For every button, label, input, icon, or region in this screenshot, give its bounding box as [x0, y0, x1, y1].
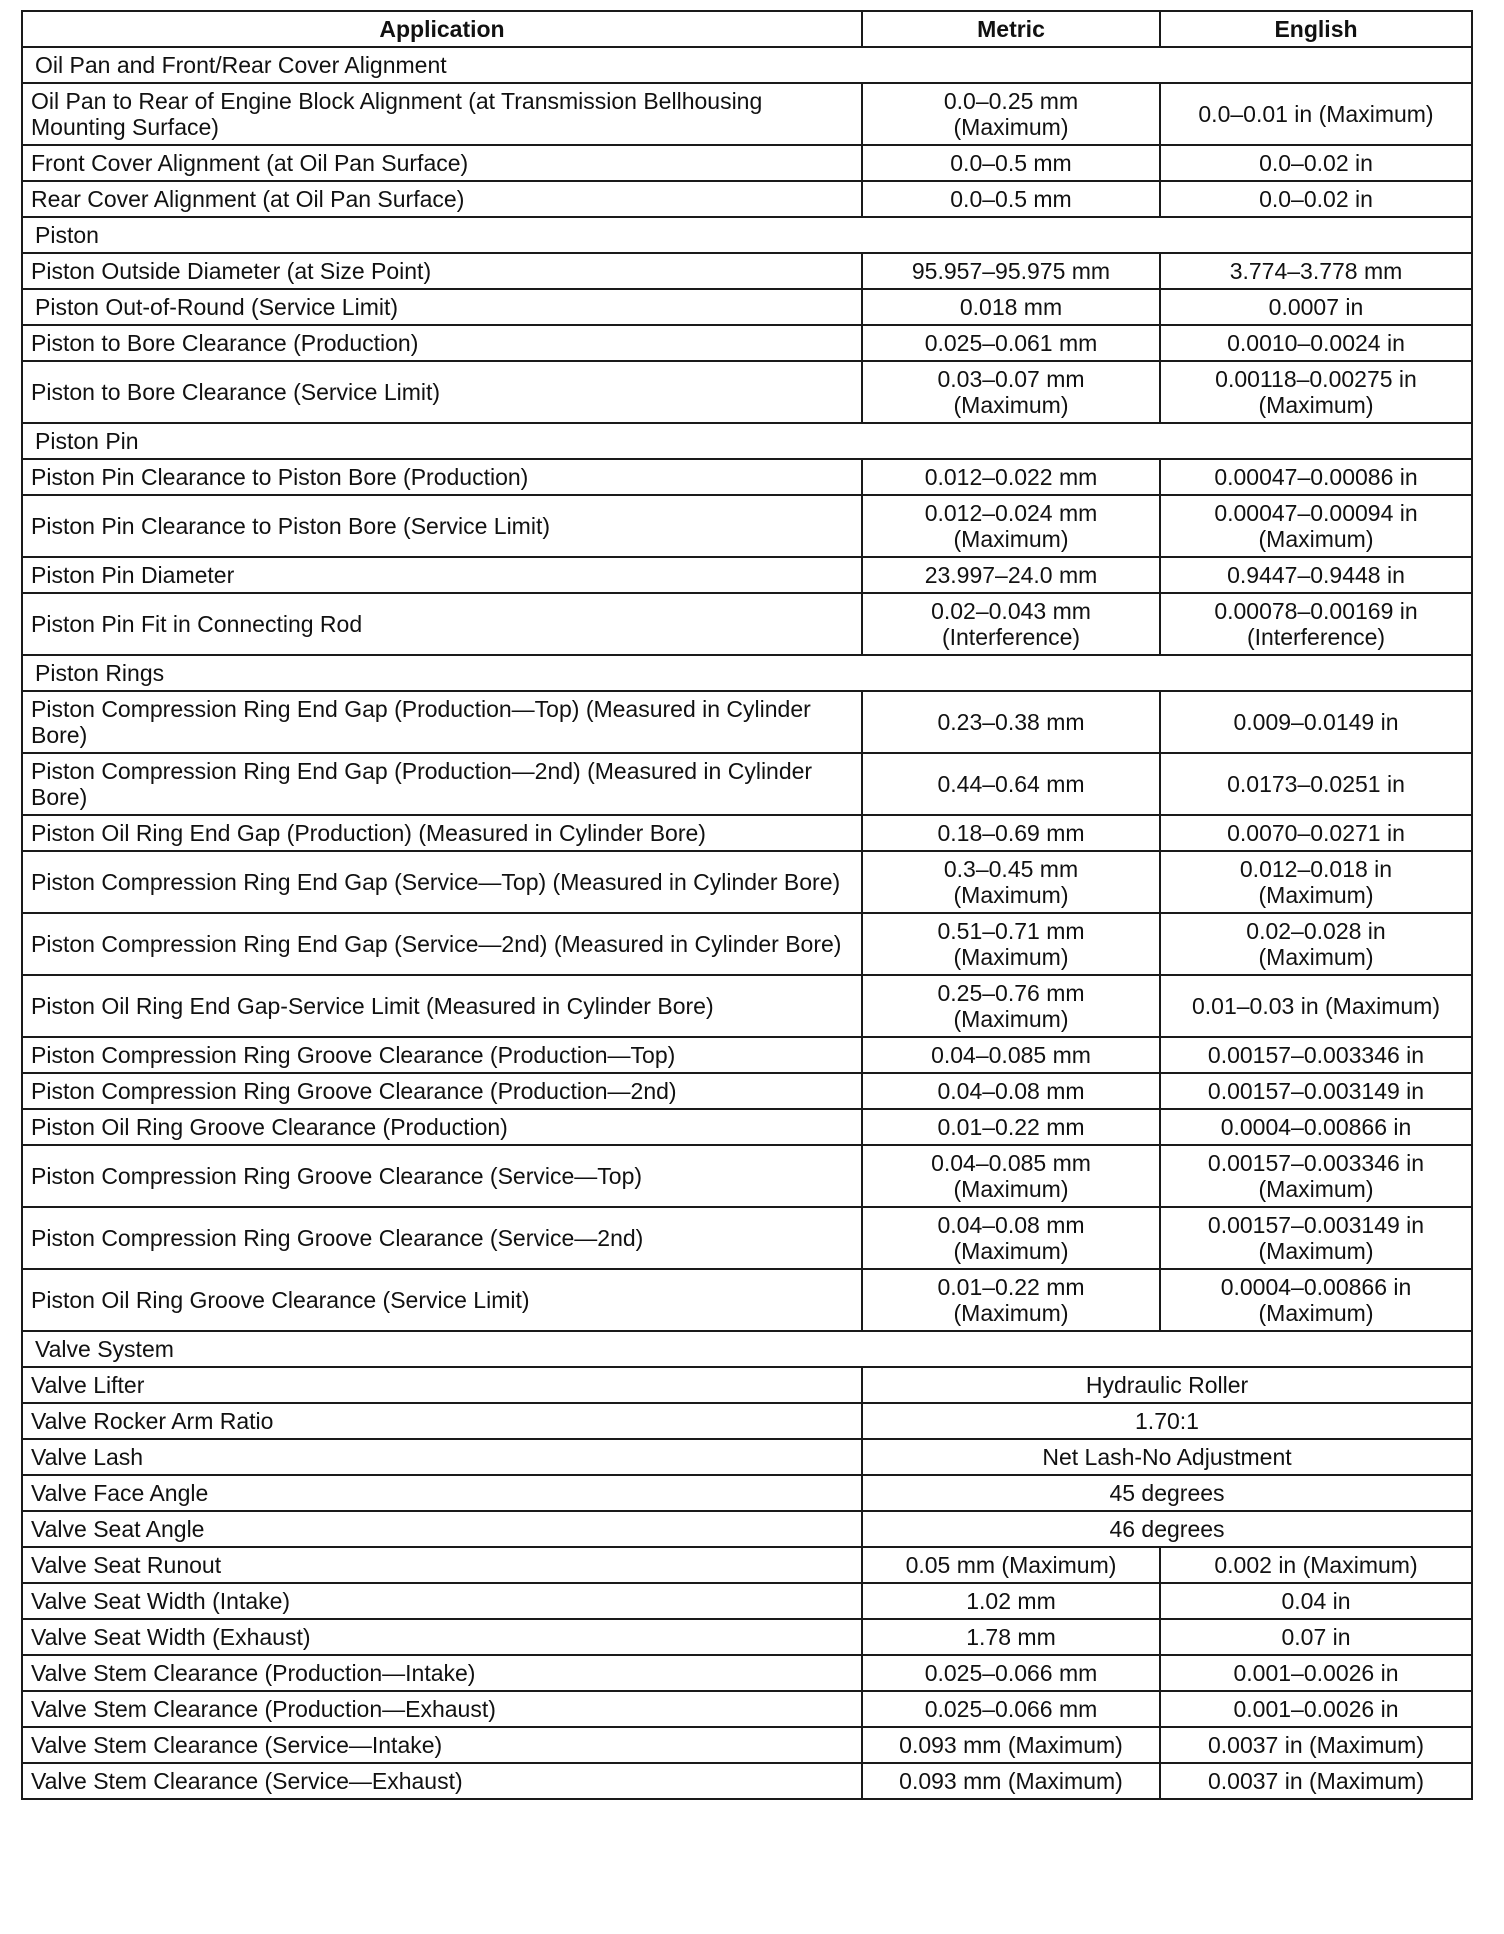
english-value-line: 0.00157–0.003346 in — [1207, 1042, 1425, 1068]
english-value-line: (Maximum) — [1258, 1176, 1374, 1202]
english-value-line: 0.0004–0.00866 in — [1220, 1114, 1412, 1140]
application-cell: Piston Pin Diameter — [22, 557, 862, 593]
specifications-body — [22, 47, 1472, 1799]
metric-cell — [862, 593, 1160, 655]
metric-value-line: (Maximum) — [953, 882, 1069, 908]
section-title: Piston — [22, 217, 1472, 253]
english-value-line: (Maximum) — [1258, 882, 1374, 908]
application-cell: Piston Compression Ring Groove Clearance (Production—Top) — [22, 1037, 862, 1073]
application-cell: Piston Oil Ring End Gap (Production) (Measured in Cylinder Bore) — [22, 815, 862, 851]
metric-value-line: 0.04–0.08 mm — [937, 1078, 1085, 1104]
specifications-table — [21, 10, 1473, 1800]
application-cell: Piston Compression Ring End Gap (Production—2nd) (Measured in Cylinder Bore) — [22, 753, 862, 815]
metric-cell — [862, 1547, 1160, 1583]
application-cell: Valve Seat Angle — [22, 1511, 862, 1547]
english-cell — [1160, 975, 1472, 1037]
table-row — [22, 1145, 1472, 1207]
table-row — [22, 753, 1472, 815]
english-cell — [1160, 753, 1472, 815]
application-cell: Valve Face Angle — [22, 1475, 862, 1511]
application-cell: Piston Pin Clearance to Piston Bore (Production) — [22, 459, 862, 495]
header-application: Application — [22, 11, 862, 47]
metric-cell — [862, 851, 1160, 913]
table-row — [22, 691, 1472, 753]
application-cell: Piston Compression Ring End Gap (Production—Top) (Measured in Cylinder Bore) — [22, 691, 862, 753]
english-value-line: 0.00047–0.00086 in — [1214, 464, 1418, 490]
table-row — [22, 1583, 1472, 1619]
table-row — [22, 815, 1472, 851]
header-metric: Metric — [862, 11, 1160, 47]
table-row — [22, 325, 1472, 361]
metric-cell — [862, 181, 1160, 217]
english-value-line: 0.001–0.0026 in — [1233, 1696, 1399, 1722]
table-row — [22, 1403, 1472, 1439]
combined-value-cell: 46 degrees — [862, 1511, 1472, 1547]
application-cell: Piston Oil Ring Groove Clearance (Production) — [22, 1109, 862, 1145]
combined-value-cell: Net Lash-No Adjustment — [862, 1439, 1472, 1475]
application-cell: Valve Seat Width (Intake) — [22, 1583, 862, 1619]
metric-value-line: 0.01–0.22 mm — [937, 1114, 1085, 1140]
table-row — [22, 1367, 1472, 1403]
english-cell — [1160, 253, 1472, 289]
application-cell: Piston Compression Ring End Gap (Service—2nd) (Measured in Cylinder Bore) — [22, 913, 862, 975]
application-cell: Piston Oil Ring Groove Clearance (Service Limit) — [22, 1269, 862, 1331]
combined-value-cell: Hydraulic Roller — [862, 1367, 1472, 1403]
english-cell — [1160, 495, 1472, 557]
metric-value-line: 0.093 mm (Maximum) — [899, 1732, 1123, 1758]
english-value-line: (Maximum) — [1258, 1238, 1374, 1264]
metric-cell — [862, 975, 1160, 1037]
metric-cell — [862, 83, 1160, 145]
english-cell — [1160, 1619, 1472, 1655]
table-row — [22, 83, 1472, 145]
english-value-line: 0.0007 in — [1268, 294, 1364, 320]
english-value-line: 0.02–0.028 in — [1246, 918, 1386, 944]
english-value-line: 0.0037 in (Maximum) — [1207, 1768, 1425, 1794]
table-row — [22, 1727, 1472, 1763]
english-cell — [1160, 1763, 1472, 1799]
application-cell: Piston Pin Clearance to Piston Bore (Service Limit) — [22, 495, 862, 557]
metric-cell — [862, 145, 1160, 181]
english-value-line: 0.0–0.01 in (Maximum) — [1198, 101, 1434, 127]
metric-cell — [862, 1655, 1160, 1691]
table-row — [22, 361, 1472, 423]
table-row — [22, 1511, 1472, 1547]
english-value-line: (Maximum) — [1258, 392, 1374, 418]
application-cell: Piston Compression Ring End Gap (Service—Top) (Measured in Cylinder Bore) — [22, 851, 862, 913]
english-value-line: 0.00047–0.00094 in — [1214, 500, 1418, 526]
english-value-line: 0.001–0.0026 in — [1233, 1660, 1399, 1686]
english-value-line: 0.0004–0.00866 in — [1220, 1274, 1412, 1300]
section-header-row — [22, 1331, 1472, 1367]
table-row — [22, 1109, 1472, 1145]
application-cell: Valve Stem Clearance (Production—Exhaust) — [22, 1691, 862, 1727]
metric-cell — [862, 1207, 1160, 1269]
english-cell — [1160, 1727, 1472, 1763]
metric-value-line: 23.997–24.0 mm — [924, 562, 1098, 588]
english-cell — [1160, 289, 1472, 325]
section-header-row — [22, 423, 1472, 459]
english-cell — [1160, 1691, 1472, 1727]
english-value-line: 0.0–0.02 in — [1259, 186, 1373, 212]
metric-value-line: 0.025–0.061 mm — [924, 330, 1098, 356]
metric-value-line: 1.02 mm — [966, 1588, 1056, 1614]
english-cell — [1160, 1109, 1472, 1145]
metric-value-line: (Interference) — [941, 624, 1081, 650]
metric-value-line: 0.025–0.066 mm — [924, 1696, 1098, 1722]
metric-value-line: 0.23–0.38 mm — [937, 709, 1085, 735]
metric-value-line: 0.25–0.76 mm — [937, 980, 1085, 1006]
table-row — [22, 181, 1472, 217]
metric-value-line: 1.78 mm — [966, 1624, 1056, 1650]
application-cell: Piston Compression Ring Groove Clearance (Service—2nd) — [22, 1207, 862, 1269]
english-value-line: 0.0070–0.0271 in — [1227, 820, 1405, 846]
metric-value-line: (Maximum) — [953, 114, 1069, 140]
table-row — [22, 1691, 1472, 1727]
application-cell: Piston to Bore Clearance (Service Limit) — [22, 361, 862, 423]
metric-cell — [862, 1073, 1160, 1109]
english-value-line: 0.00078–0.00169 in — [1214, 598, 1418, 624]
english-cell — [1160, 361, 1472, 423]
section-title: Piston Rings — [22, 655, 1472, 691]
application-cell: Valve Seat Runout — [22, 1547, 862, 1583]
english-value-line: 0.0–0.02 in — [1259, 150, 1373, 176]
table-row — [22, 975, 1472, 1037]
english-cell — [1160, 325, 1472, 361]
metric-value-line: 0.3–0.45 mm — [943, 856, 1079, 882]
metric-value-line: 0.18–0.69 mm — [937, 820, 1085, 846]
english-value-line: 0.0173–0.0251 in — [1227, 771, 1405, 797]
table-row — [22, 1073, 1472, 1109]
english-cell — [1160, 1073, 1472, 1109]
metric-value-line: (Maximum) — [953, 1176, 1069, 1202]
metric-value-line: (Maximum) — [953, 944, 1069, 970]
english-value-line: 3.774–3.778 mm — [1229, 258, 1403, 284]
application-cell: Valve Seat Width (Exhaust) — [22, 1619, 862, 1655]
table-row — [22, 557, 1472, 593]
metric-value-line: 0.018 mm — [959, 294, 1063, 320]
header-row — [22, 11, 1472, 47]
section-title: Oil Pan and Front/Rear Cover Alignment — [22, 47, 1472, 83]
table-row — [22, 1619, 1472, 1655]
section-title: Piston Pin — [22, 423, 1472, 459]
english-cell — [1160, 83, 1472, 145]
metric-value-line: 0.04–0.085 mm — [931, 1042, 1091, 1068]
metric-value-line: 0.012–0.022 mm — [924, 464, 1098, 490]
metric-cell — [862, 1619, 1160, 1655]
metric-value-line: 0.44–0.64 mm — [937, 771, 1085, 797]
table-row — [22, 1037, 1472, 1073]
metric-cell — [862, 815, 1160, 851]
english-value-line: (Maximum) — [1258, 1300, 1374, 1326]
metric-value-line: (Maximum) — [953, 1238, 1069, 1264]
metric-cell — [862, 253, 1160, 289]
application-cell: Valve Stem Clearance (Service—Intake) — [22, 1727, 862, 1763]
application-cell: Valve Stem Clearance (Service—Exhaust) — [22, 1763, 862, 1799]
metric-cell — [862, 1037, 1160, 1073]
english-value-line: (Interference) — [1246, 624, 1386, 650]
metric-cell — [862, 361, 1160, 423]
english-cell — [1160, 691, 1472, 753]
metric-value-line: 0.04–0.085 mm — [931, 1150, 1091, 1176]
application-cell: Valve Lash — [22, 1439, 862, 1475]
english-cell — [1160, 1037, 1472, 1073]
metric-value-line: (Maximum) — [953, 526, 1069, 552]
english-cell — [1160, 1655, 1472, 1691]
english-cell — [1160, 1547, 1472, 1583]
english-value-line: 0.00118–0.00275 in — [1215, 366, 1417, 392]
metric-cell — [862, 495, 1160, 557]
table-row — [22, 1547, 1472, 1583]
application-cell: Piston Oil Ring End Gap-Service Limit (Measured in Cylinder Bore) — [22, 975, 862, 1037]
metric-cell — [862, 459, 1160, 495]
metric-value-line: 95.957–95.975 mm — [911, 258, 1111, 284]
combined-value-cell: 45 degrees — [862, 1475, 1472, 1511]
english-value-line: 0.0037 in (Maximum) — [1207, 1732, 1425, 1758]
metric-value-line: 0.0–0.5 mm — [950, 186, 1072, 212]
section-header-row — [22, 47, 1472, 83]
metric-value-line: 0.01–0.22 mm — [937, 1274, 1085, 1300]
english-value-line: 0.00157–0.003149 in — [1207, 1078, 1425, 1104]
table-row — [22, 1439, 1472, 1475]
table-row — [22, 459, 1472, 495]
metric-cell — [862, 325, 1160, 361]
english-value-line: 0.07 in — [1281, 1624, 1351, 1650]
metric-value-line: 0.0–0.5 mm — [950, 150, 1072, 176]
metric-value-line: 0.02–0.043 mm — [931, 598, 1091, 624]
metric-cell — [862, 557, 1160, 593]
table-row — [22, 253, 1472, 289]
table-row — [22, 1655, 1472, 1691]
english-cell — [1160, 815, 1472, 851]
english-value-line: (Maximum) — [1258, 944, 1374, 970]
english-cell — [1160, 557, 1472, 593]
metric-cell — [862, 1727, 1160, 1763]
metric-value-line: 0.093 mm (Maximum) — [899, 1768, 1123, 1794]
english-cell — [1160, 1207, 1472, 1269]
english-cell — [1160, 593, 1472, 655]
metric-cell — [862, 691, 1160, 753]
section-title: Valve System — [22, 1331, 1472, 1367]
english-value-line: 0.0010–0.0024 in — [1227, 330, 1405, 356]
table-row — [22, 593, 1472, 655]
english-cell — [1160, 459, 1472, 495]
metric-cell — [862, 1763, 1160, 1799]
metric-value-line: 0.025–0.066 mm — [924, 1660, 1098, 1686]
metric-value-line: (Maximum) — [953, 1300, 1069, 1326]
application-cell: Piston Compression Ring Groove Clearance (Service—Top) — [22, 1145, 862, 1207]
english-value-line: 0.012–0.018 in — [1239, 856, 1393, 882]
table-row — [22, 289, 1472, 325]
english-cell — [1160, 1583, 1472, 1619]
english-value-line: 0.04 in — [1281, 1588, 1351, 1614]
section-header-row — [22, 217, 1472, 253]
metric-value-line: 0.0–0.25 mm — [943, 88, 1079, 114]
application-cell: Valve Stem Clearance (Production—Intake) — [22, 1655, 862, 1691]
english-cell — [1160, 1269, 1472, 1331]
metric-cell — [862, 1109, 1160, 1145]
metric-value-line: 0.04–0.08 mm — [937, 1212, 1085, 1238]
application-cell: Valve Lifter — [22, 1367, 862, 1403]
table-row — [22, 851, 1472, 913]
english-cell — [1160, 181, 1472, 217]
metric-cell — [862, 289, 1160, 325]
english-value-line: 0.00157–0.003346 in — [1207, 1150, 1425, 1176]
section-header-row — [22, 655, 1472, 691]
table-row — [22, 495, 1472, 557]
metric-cell — [862, 1691, 1160, 1727]
application-cell: Valve Rocker Arm Ratio — [22, 1403, 862, 1439]
application-cell: Piston Compression Ring Groove Clearance (Production—2nd) — [22, 1073, 862, 1109]
combined-value-cell: 1.70:1 — [862, 1403, 1472, 1439]
english-cell — [1160, 913, 1472, 975]
english-value-line: 0.002 in (Maximum) — [1214, 1552, 1418, 1578]
metric-value-line: 0.05 mm (Maximum) — [905, 1552, 1117, 1578]
english-cell — [1160, 1145, 1472, 1207]
table-row — [22, 1763, 1472, 1799]
metric-value-line: (Maximum) — [953, 392, 1069, 418]
metric-value-line: 0.03–0.07 mm — [937, 366, 1085, 392]
table-row — [22, 1207, 1472, 1269]
metric-value-line: 0.012–0.024 mm — [924, 500, 1098, 526]
metric-cell — [862, 1145, 1160, 1207]
english-value-line: 0.00157–0.003149 in — [1207, 1212, 1425, 1238]
application-cell: Piston Pin Fit in Connecting Rod — [22, 593, 862, 655]
metric-cell — [862, 1269, 1160, 1331]
table-row — [22, 1475, 1472, 1511]
metric-value-line: (Maximum) — [953, 1006, 1069, 1032]
application-cell: Piston Out-of-Round (Service Limit) — [22, 289, 862, 325]
metric-cell — [862, 913, 1160, 975]
application-cell: Piston to Bore Clearance (Production) — [22, 325, 862, 361]
table-row — [22, 145, 1472, 181]
english-value-line: 0.01–0.03 in (Maximum) — [1192, 993, 1440, 1019]
table-row — [22, 1269, 1472, 1331]
application-cell: Piston Outside Diameter (at Size Point) — [22, 253, 862, 289]
metric-cell — [862, 1583, 1160, 1619]
application-cell: Rear Cover Alignment (at Oil Pan Surface) — [22, 181, 862, 217]
english-value-line: 0.9447–0.9448 in — [1227, 562, 1405, 588]
english-cell — [1160, 145, 1472, 181]
application-cell: Oil Pan to Rear of Engine Block Alignment (at Transmission Bellhousing Mounting Surface) — [22, 83, 862, 145]
metric-cell — [862, 753, 1160, 815]
english-value-line: (Maximum) — [1258, 526, 1374, 552]
metric-value-line: 0.51–0.71 mm — [937, 918, 1085, 944]
application-cell: Front Cover Alignment (at Oil Pan Surface) — [22, 145, 862, 181]
english-value-line: 0.009–0.0149 in — [1233, 709, 1399, 735]
table-row — [22, 913, 1472, 975]
header-english: English — [1160, 11, 1472, 47]
english-cell — [1160, 851, 1472, 913]
